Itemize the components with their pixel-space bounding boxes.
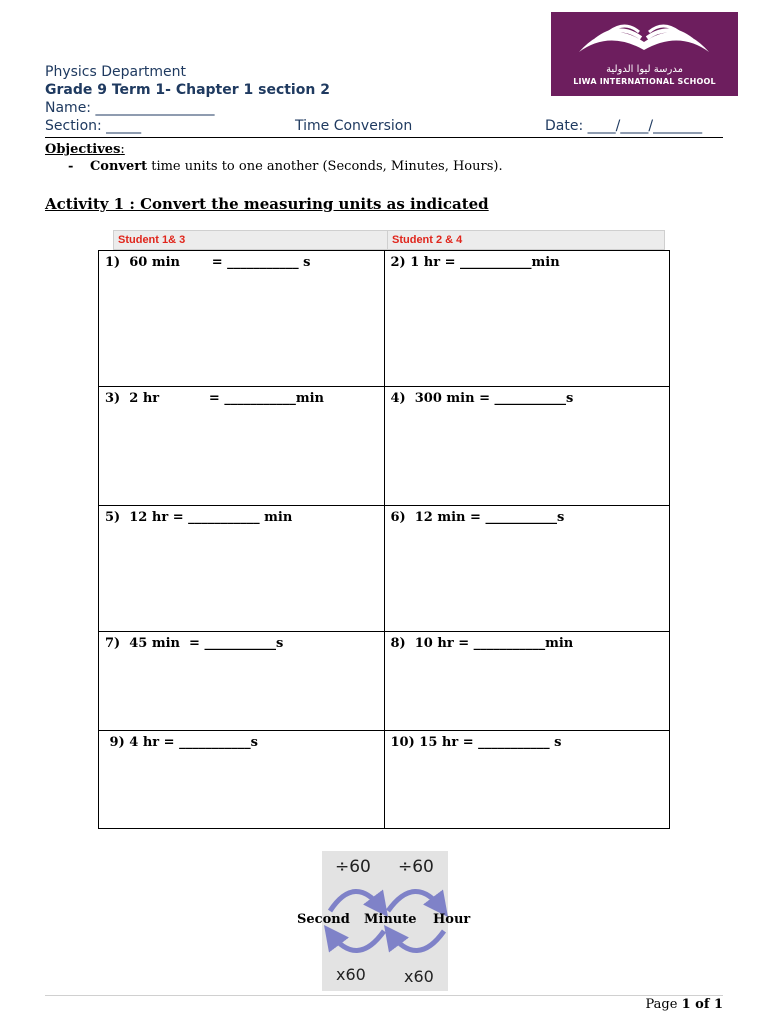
page-label: Page bbox=[645, 997, 682, 1012]
date-field[interactable]: Date: ____/____/_______ bbox=[545, 118, 703, 134]
logo-english-text: LIWA INTERNATIONAL SCHOOL bbox=[573, 77, 716, 86]
page-of: of bbox=[690, 997, 714, 1012]
multiply-arrow-icon bbox=[390, 931, 444, 951]
department-label: Physics Department bbox=[45, 64, 186, 80]
column-header-students-1-3: Student 1& 3 bbox=[113, 230, 389, 250]
objective-verb: Convert bbox=[89, 159, 148, 174]
school-logo bbox=[551, 12, 738, 96]
table-row bbox=[99, 387, 670, 506]
activity-title: Activity 1 : Convert the measuring units as indicated bbox=[45, 195, 489, 213]
table-row bbox=[99, 251, 670, 387]
name-field[interactable]: Name: _________________ bbox=[45, 100, 215, 116]
objective-item bbox=[68, 159, 503, 174]
objectives-label: Objectives bbox=[45, 142, 121, 157]
minute-label: Minute bbox=[364, 912, 417, 927]
table-row bbox=[99, 506, 670, 632]
footer-rule bbox=[45, 995, 723, 996]
question-3[interactable]: 3) 2 hr = ___________min bbox=[99, 387, 385, 506]
section-field[interactable]: Section: _____ bbox=[45, 118, 142, 134]
objective-bullet: - bbox=[68, 159, 74, 174]
multiply-arrow-icon bbox=[330, 931, 384, 951]
table-row bbox=[99, 731, 670, 829]
page-number bbox=[646, 997, 723, 1012]
question-10[interactable]: 10) 15 hr = ___________ s bbox=[384, 731, 670, 829]
question-4[interactable]: 4) 300 min = ___________s bbox=[384, 387, 670, 506]
divide-arrow-icon bbox=[330, 891, 382, 911]
divide-label: ÷60 bbox=[398, 857, 434, 877]
hour-label: Hour bbox=[433, 912, 471, 927]
multiply-label: x60 bbox=[336, 965, 366, 984]
question-7[interactable]: 7) 45 min = ___________s bbox=[99, 632, 385, 731]
logo-arabic-text: مدرسة ليوا الدولية bbox=[606, 64, 683, 75]
header-rule bbox=[45, 137, 723, 138]
question-9[interactable]: 9) 4 hr = ___________s bbox=[99, 731, 385, 829]
objective-text: time units to one another (Seconds, Minutes, Hours). bbox=[147, 159, 503, 174]
topic-label: Time Conversion bbox=[295, 118, 413, 134]
conversion-table bbox=[98, 250, 670, 829]
question-2[interactable]: 2) 1 hr = ___________min bbox=[384, 251, 670, 387]
page-current: 1 bbox=[681, 997, 691, 1012]
objectives-colon: : bbox=[120, 142, 125, 157]
question-1[interactable]: 1) 60 min = ___________ s bbox=[99, 251, 385, 387]
objectives-heading bbox=[45, 142, 125, 157]
multiply-label: x60 bbox=[404, 967, 434, 986]
table-row bbox=[99, 632, 670, 731]
divide-label: ÷60 bbox=[335, 857, 371, 877]
question-6[interactable]: 6) 12 min = ___________s bbox=[384, 506, 670, 632]
question-8[interactable]: 8) 10 hr = ___________min bbox=[384, 632, 670, 731]
question-5[interactable]: 5) 12 hr = ___________ min bbox=[99, 506, 385, 632]
second-label: Second bbox=[297, 912, 350, 927]
divide-arrow-icon bbox=[388, 891, 442, 911]
worksheet-title: Grade 9 Term 1- Chapter 1 section 2 bbox=[45, 82, 330, 98]
page-total: 1 bbox=[713, 997, 723, 1012]
column-header-students-2-4: Student 2 & 4 bbox=[387, 230, 665, 250]
